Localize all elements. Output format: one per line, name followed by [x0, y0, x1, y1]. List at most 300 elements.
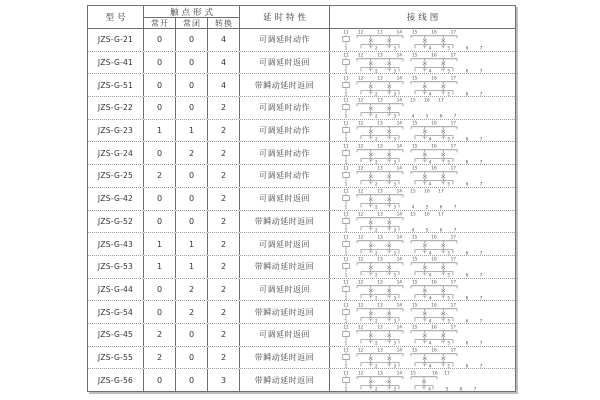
svg-text:11: 11 — [342, 189, 349, 195]
svg-text:3: 3 — [392, 364, 396, 368]
svg-text:15: 15 — [411, 235, 417, 241]
svg-text:14: 14 — [396, 280, 402, 286]
normally-closed-cell: 0 — [176, 74, 208, 96]
delay-cell: 带瞬动延时返回 — [240, 301, 330, 323]
svg-text:15: 15 — [411, 303, 417, 309]
svg-text:14: 14 — [396, 121, 402, 127]
changeover-cell: 2 — [208, 233, 240, 255]
normally-closed-cell: 1 — [176, 233, 208, 255]
normally-open-cell: 0 — [144, 142, 176, 164]
header-delay: 延时特性 — [240, 6, 330, 28]
normally-closed-cell: 0 — [176, 52, 208, 74]
svg-text:3: 3 — [392, 205, 396, 210]
svg-text:3: 3 — [392, 69, 396, 74]
svg-text:14: 14 — [396, 303, 402, 309]
normally-open-cell: 0 — [144, 279, 176, 301]
svg-text:16: 16 — [430, 235, 437, 241]
svg-text:2: 2 — [374, 114, 378, 119]
svg-text:16: 16 — [430, 257, 437, 263]
svg-text:13: 13 — [376, 325, 383, 331]
svg-text:2: 2 — [374, 137, 378, 142]
svg-text:2: 2 — [374, 92, 378, 96]
svg-text:13: 13 — [376, 348, 383, 354]
svg-text:16: 16 — [431, 371, 438, 377]
svg-text:17: 17 — [437, 212, 444, 218]
svg-text:6: 6 — [465, 250, 468, 255]
svg-text:17: 17 — [450, 235, 456, 241]
model-cell: JZS-G-44 — [88, 279, 144, 301]
table-row — [88, 347, 515, 370]
delay-cell: 可调延时返回 — [240, 188, 330, 210]
svg-text:15: 15 — [411, 30, 417, 36]
svg-text:14: 14 — [396, 325, 402, 331]
normally-closed-cell: 0 — [176, 347, 208, 369]
svg-text:15: 15 — [409, 99, 416, 105]
changeover-cell: 2 — [208, 188, 240, 210]
wiring-diagram-icon — [337, 256, 509, 277]
delay-cell: 带瞬动延时返回 — [240, 211, 330, 233]
wiring-cell — [330, 52, 515, 74]
table-row — [88, 256, 515, 279]
svg-text:4: 4 — [428, 160, 432, 164]
svg-text:1: 1 — [344, 318, 347, 323]
svg-text:5: 5 — [446, 182, 450, 187]
wiring-cell — [330, 165, 515, 187]
svg-text:1: 1 — [344, 273, 347, 278]
normally-open-cell: 0 — [144, 188, 176, 210]
svg-text:12: 12 — [357, 371, 363, 377]
svg-text:12: 12 — [357, 348, 363, 354]
svg-text:1: 1 — [344, 341, 347, 346]
delay-cell: 可调延时动作 — [240, 165, 330, 187]
svg-text:15: 15 — [411, 257, 417, 263]
svg-text:7: 7 — [479, 341, 482, 346]
svg-text:11: 11 — [342, 99, 349, 105]
svg-text:1: 1 — [344, 250, 347, 255]
svg-text:3: 3 — [392, 273, 396, 278]
svg-text:4: 4 — [428, 250, 432, 255]
svg-text:2: 2 — [374, 273, 378, 278]
svg-text:11: 11 — [342, 212, 349, 218]
normally-closed-cell: 2 — [176, 301, 208, 323]
model-cell: JZS-G-25 — [88, 165, 144, 187]
svg-text:11: 11 — [342, 371, 349, 377]
normally-closed-cell: 0 — [176, 211, 208, 233]
wiring-diagram-icon — [337, 165, 509, 186]
svg-text:6: 6 — [465, 137, 468, 142]
header-wiring: 接线图 — [406, 13, 442, 23]
svg-text:1: 1 — [344, 160, 347, 164]
svg-text:16: 16 — [430, 53, 437, 59]
svg-text:6: 6 — [465, 296, 468, 300]
svg-text:12: 12 — [357, 30, 363, 36]
svg-text:12: 12 — [357, 303, 363, 309]
wiring-cell — [330, 188, 515, 210]
svg-text:14: 14 — [396, 212, 402, 218]
svg-text:5: 5 — [446, 364, 450, 368]
svg-text:2: 2 — [374, 387, 378, 391]
svg-text:17: 17 — [450, 167, 456, 173]
svg-text:13: 13 — [376, 303, 383, 309]
svg-text:3: 3 — [392, 296, 396, 300]
svg-text:12: 12 — [357, 235, 363, 241]
svg-text:11: 11 — [342, 53, 349, 59]
svg-text:11: 11 — [342, 303, 349, 309]
svg-text:16: 16 — [430, 348, 437, 354]
svg-text:17: 17 — [450, 280, 456, 286]
svg-text:7: 7 — [479, 296, 482, 300]
delay-cell: 可调延时返回 — [240, 279, 330, 301]
normally-closed-cell: 0 — [176, 188, 208, 210]
svg-text:4: 4 — [428, 318, 432, 323]
changeover-cell: 4 — [208, 52, 240, 74]
svg-text:1: 1 — [344, 182, 347, 187]
changeover-cell: 2 — [208, 211, 240, 233]
header-normally-closed: 常闭 — [176, 17, 208, 28]
changeover-cell: 3 — [208, 369, 240, 391]
wiring-diagram-icon — [337, 75, 509, 96]
model-cell: JZS-G-52 — [88, 211, 144, 233]
svg-text:3: 3 — [392, 160, 396, 164]
svg-text:5: 5 — [446, 273, 450, 278]
wiring-diagram-icon — [337, 188, 509, 209]
svg-text:12: 12 — [357, 53, 363, 59]
svg-text:1: 1 — [344, 114, 347, 119]
svg-text:6: 6 — [465, 69, 468, 74]
svg-text:2: 2 — [374, 250, 378, 255]
svg-text:11: 11 — [342, 76, 349, 82]
svg-text:15: 15 — [411, 53, 417, 59]
svg-text:14: 14 — [396, 235, 402, 241]
svg-text:5: 5 — [446, 341, 450, 346]
svg-text:5: 5 — [425, 205, 428, 210]
normally-open-cell: 0 — [144, 369, 176, 391]
svg-text:12: 12 — [357, 257, 363, 263]
changeover-cell: 2 — [208, 142, 240, 164]
svg-text:12: 12 — [357, 212, 363, 218]
svg-text:17: 17 — [443, 371, 450, 377]
svg-text:14: 14 — [396, 30, 402, 36]
wiring-cell — [330, 256, 515, 278]
table-row — [88, 301, 515, 324]
svg-text:7: 7 — [473, 387, 476, 391]
svg-text:5: 5 — [446, 92, 450, 96]
svg-text:7: 7 — [453, 114, 456, 119]
svg-text:12: 12 — [357, 144, 363, 150]
svg-text:16: 16 — [430, 303, 437, 309]
svg-text:7: 7 — [479, 69, 482, 74]
svg-text:3: 3 — [392, 318, 396, 323]
changeover-cell: 2 — [208, 256, 240, 278]
changeover-cell: 4 — [208, 29, 240, 51]
model-cell: JZS-G-43 — [88, 233, 144, 255]
svg-text:2: 2 — [374, 46, 378, 51]
svg-text:4: 4 — [428, 182, 432, 187]
svg-text:4: 4 — [428, 341, 432, 346]
model-cell: JZS-G-54 — [88, 301, 144, 323]
svg-text:6: 6 — [439, 205, 442, 210]
svg-text:5: 5 — [446, 296, 450, 300]
svg-text:6: 6 — [439, 114, 442, 119]
model-cell: JZS-G-53 — [88, 256, 144, 278]
svg-text:1: 1 — [344, 92, 347, 96]
normally-closed-cell: 1 — [176, 256, 208, 278]
svg-text:14: 14 — [396, 189, 402, 195]
delay-cell: 带瞬动延时返回 — [240, 369, 330, 391]
wiring-cell — [330, 120, 515, 142]
svg-text:11: 11 — [342, 325, 349, 331]
svg-text:16: 16 — [423, 99, 430, 105]
svg-text:1: 1 — [344, 364, 347, 368]
svg-text:3: 3 — [392, 387, 396, 391]
svg-text:7: 7 — [479, 92, 482, 96]
header-contact-form: 触点形式 — [144, 6, 240, 17]
svg-text:6: 6 — [465, 273, 468, 278]
svg-text:3: 3 — [392, 250, 396, 255]
svg-text:4: 4 — [428, 137, 432, 142]
changeover-cell: 2 — [208, 120, 240, 142]
svg-text:17: 17 — [450, 76, 456, 82]
svg-text:13: 13 — [376, 371, 383, 377]
wiring-cell — [330, 211, 515, 233]
table-header — [88, 6, 515, 29]
svg-text:7: 7 — [479, 318, 482, 323]
model-cell: JZS-G-22 — [88, 97, 144, 119]
changeover-cell: 4 — [208, 74, 240, 96]
svg-text:17: 17 — [450, 144, 456, 150]
changeover-cell: 2 — [208, 347, 240, 369]
svg-text:13: 13 — [376, 235, 383, 241]
wiring-diagram-icon — [337, 52, 509, 73]
svg-text:16: 16 — [430, 280, 437, 286]
wiring-diagram-icon — [337, 29, 509, 50]
svg-text:11: 11 — [342, 280, 349, 286]
delay-cell: 可调延时动作 — [240, 29, 330, 51]
svg-text:7: 7 — [479, 46, 482, 51]
svg-text:1: 1 — [344, 137, 347, 142]
svg-text:11: 11 — [342, 167, 349, 173]
svg-text:7: 7 — [453, 228, 456, 232]
svg-text:7: 7 — [479, 273, 482, 278]
svg-text:13: 13 — [376, 99, 383, 105]
table-row — [88, 233, 515, 256]
normally-open-cell: 1 — [144, 256, 176, 278]
wiring-diagram-icon — [337, 279, 509, 300]
svg-text:13: 13 — [376, 30, 383, 36]
wiring-diagram-icon — [337, 211, 509, 232]
wiring-cell — [330, 369, 515, 391]
svg-text:17: 17 — [437, 189, 444, 195]
svg-text:14: 14 — [396, 53, 402, 59]
svg-text:3: 3 — [392, 114, 396, 119]
model-cell: JZS-G-42 — [88, 188, 144, 210]
svg-text:2: 2 — [374, 69, 378, 74]
svg-text:4: 4 — [428, 364, 432, 368]
svg-text:5: 5 — [446, 318, 450, 323]
delay-cell: 可调延时返回 — [240, 233, 330, 255]
svg-text:13: 13 — [376, 189, 383, 195]
header-normally-open: 常开 — [144, 17, 176, 28]
svg-text:7: 7 — [479, 250, 482, 255]
svg-text:17: 17 — [450, 348, 456, 354]
svg-text:15: 15 — [411, 144, 417, 150]
svg-text:7: 7 — [453, 205, 456, 210]
svg-text:4: 4 — [411, 205, 414, 210]
changeover-cell: 2 — [208, 165, 240, 187]
svg-text:14: 14 — [396, 371, 402, 377]
normally-open-cell: 1 — [144, 233, 176, 255]
svg-text:17: 17 — [450, 303, 456, 309]
table-row — [88, 74, 515, 97]
svg-text:15: 15 — [409, 212, 416, 218]
normally-closed-cell: 2 — [176, 279, 208, 301]
wiring-cell — [330, 301, 515, 323]
svg-text:11: 11 — [342, 144, 349, 150]
wiring-diagram-icon — [337, 143, 509, 164]
svg-text:3: 3 — [392, 182, 396, 187]
svg-text:16: 16 — [430, 76, 437, 82]
svg-text:15: 15 — [409, 189, 416, 195]
wiring-diagram-icon — [337, 370, 509, 391]
svg-text:16: 16 — [423, 212, 430, 218]
delay-cell: 可调延时返回 — [240, 52, 330, 74]
svg-text:6: 6 — [465, 160, 468, 164]
model-cell: JZS-G-56 — [88, 369, 144, 391]
header-changeover: 转换 — [208, 17, 240, 28]
svg-text:4: 4 — [411, 228, 414, 232]
svg-text:17: 17 — [437, 99, 444, 105]
table-body — [88, 29, 515, 391]
svg-text:4: 4 — [411, 114, 414, 119]
normally-closed-cell: 2 — [176, 142, 208, 164]
model-cell: JZS-G-55 — [88, 347, 144, 369]
changeover-cell: 2 — [208, 279, 240, 301]
svg-text:17: 17 — [450, 30, 456, 36]
normally-closed-cell: 0 — [176, 97, 208, 119]
svg-text:11: 11 — [342, 257, 349, 263]
delay-cell: 可调延时返回 — [240, 324, 330, 346]
svg-text:6: 6 — [459, 387, 462, 391]
svg-text:3: 3 — [392, 341, 396, 346]
svg-text:14: 14 — [396, 99, 402, 105]
svg-text:7: 7 — [479, 364, 482, 368]
model-cell: JZS-G-41 — [88, 52, 144, 74]
svg-text:13: 13 — [376, 53, 383, 59]
table-row — [88, 324, 515, 347]
svg-text:1: 1 — [344, 46, 347, 51]
svg-text:15: 15 — [409, 371, 416, 377]
changeover-cell: 2 — [208, 324, 240, 346]
table-row — [88, 52, 515, 75]
normally-open-cell: 2 — [144, 347, 176, 369]
svg-text:3: 3 — [392, 46, 396, 51]
normally-closed-cell: 1 — [176, 120, 208, 142]
svg-text:5: 5 — [425, 114, 428, 119]
table-row — [88, 279, 515, 302]
wiring-cell — [330, 347, 515, 369]
wiring-cell — [330, 97, 515, 119]
wiring-cell — [330, 74, 515, 96]
normally-open-cell: 1 — [144, 120, 176, 142]
model-cell: JZS-G-24 — [88, 142, 144, 164]
table-row — [88, 120, 515, 143]
header-model: 型号 — [88, 6, 144, 28]
svg-text:14: 14 — [396, 257, 402, 263]
svg-text:13: 13 — [376, 144, 383, 150]
svg-text:1: 1 — [344, 69, 347, 74]
svg-text:4: 4 — [428, 92, 432, 96]
svg-text:16: 16 — [430, 167, 437, 173]
svg-text:1: 1 — [344, 205, 347, 210]
wiring-cell — [330, 279, 515, 301]
svg-text:2: 2 — [374, 160, 378, 164]
model-cell: JZS-G-45 — [88, 324, 144, 346]
svg-text:12: 12 — [357, 189, 363, 195]
svg-text:2: 2 — [374, 182, 378, 187]
svg-text:6: 6 — [465, 46, 468, 51]
svg-text:14: 14 — [396, 144, 402, 150]
normally-open-cell: 0 — [144, 74, 176, 96]
wiring-diagram-icon — [337, 120, 509, 141]
svg-text:16: 16 — [430, 121, 437, 127]
svg-text:12: 12 — [357, 121, 363, 127]
svg-text:6: 6 — [465, 318, 468, 323]
table-row — [88, 211, 515, 234]
delay-cell: 可调延时动作 — [240, 142, 330, 164]
svg-text:5: 5 — [446, 69, 450, 74]
svg-text:4: 4 — [428, 46, 432, 51]
svg-text:2: 2 — [374, 228, 378, 232]
wiring-diagram-icon — [337, 347, 509, 368]
svg-text:16: 16 — [430, 30, 437, 36]
normally-open-cell: 2 — [144, 165, 176, 187]
svg-text:14: 14 — [396, 348, 402, 354]
table-row — [88, 29, 515, 52]
normally-open-cell: 0 — [144, 97, 176, 119]
wiring-cell — [330, 233, 515, 255]
svg-text:2: 2 — [374, 205, 378, 210]
normally-open-cell: 0 — [144, 29, 176, 51]
svg-text:13: 13 — [376, 121, 383, 127]
svg-text:12: 12 — [357, 325, 363, 331]
spec-table — [87, 5, 516, 392]
svg-text:15: 15 — [411, 280, 417, 286]
svg-text:17: 17 — [450, 53, 456, 59]
model-cell: JZS-G-21 — [88, 29, 144, 51]
svg-text:13: 13 — [376, 167, 383, 173]
svg-text:5: 5 — [425, 228, 428, 232]
svg-text:6: 6 — [439, 228, 442, 232]
svg-text:1: 1 — [344, 228, 347, 232]
svg-text:3: 3 — [392, 92, 396, 96]
svg-text:14: 14 — [396, 167, 402, 173]
svg-text:6: 6 — [465, 182, 468, 187]
svg-text:6: 6 — [465, 92, 468, 96]
svg-text:11: 11 — [342, 348, 349, 354]
svg-text:2: 2 — [374, 341, 378, 346]
model-cell: JZS-G-23 — [88, 120, 144, 142]
normally-closed-cell: 0 — [176, 369, 208, 391]
wiring-cell — [330, 142, 515, 164]
svg-text:15: 15 — [411, 76, 417, 82]
svg-text:14: 14 — [396, 76, 402, 82]
svg-text:15: 15 — [411, 167, 417, 173]
svg-text:13: 13 — [376, 280, 383, 286]
svg-text:2: 2 — [374, 318, 378, 323]
svg-text:12: 12 — [357, 280, 363, 286]
svg-text:15: 15 — [411, 348, 417, 354]
normally-closed-cell: 0 — [176, 165, 208, 187]
